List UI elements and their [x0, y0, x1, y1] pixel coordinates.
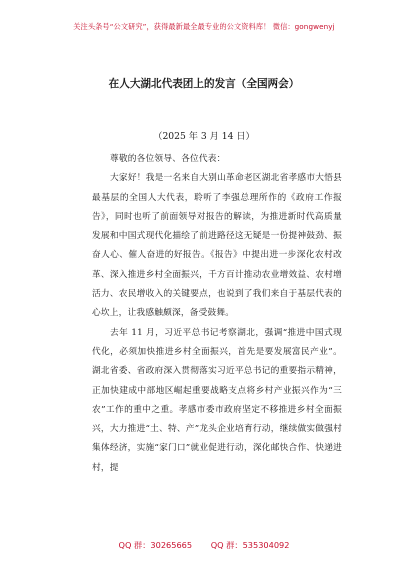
qq-group-2: QQ 群：535304092: [210, 540, 290, 550]
promo-header: 关注头条号“公文研究”，获得最新最全最专业的公文资料库！ 微信：gongwenyj: [73, 22, 335, 31]
paragraph-2: 去年 11 月，习近平总书记考察湖北，强调“推进中国式现代化，必须加快推进乡村全面振兴，首先是要发展富民产业”。湖北省委、省政府深入贯彻落实习近平总书记的重要指示精神，正加快建成中部地区崛起重要战略支点将乡村产业振兴作为“三农”工作的重中之重。孝感市委市政府坚定不移推进乡村全面振兴，大力推进“土、特、产”龙头企业培育行动，继续做实做强村集体经济，实施“家门口”就业促进行动，深化邮快合作、快递进村，提: [92, 327, 342, 473]
greeting: 尊敬的各位领导、各位代表：: [110, 154, 226, 164]
document-body: [92, 150, 342, 478]
document-title: 在人大湖北代表团上的发言（全国两会）: [108, 78, 300, 90]
document-date: （2025 年 3 月 14 日）: [153, 131, 255, 142]
qq-footer: [0, 540, 408, 551]
paragraph-1: 大家好！我是一名来自大别山革命老区湖北省孝感市大悟县最基层的全国人大代表，聆听了李强总理所作的《政府工作报告》，同时也听了前面领导对报告的解读，为推进新时代高质量发展和中国式现代化描绘了前进路径这无疑是一份提神鼓劲、振奋人心、催人奋进的好报告。《报告》中提出进一步深化农村改革、深入推进乡村全面振兴，千方百计推动农业增效益、农村增活力、农民增收入的关键要点，也说到了我们来自于基层代表的心坎上，让我感触颇深，备受鼓舞。: [92, 173, 342, 319]
qq-group-1: QQ 群：30265665: [118, 540, 193, 550]
